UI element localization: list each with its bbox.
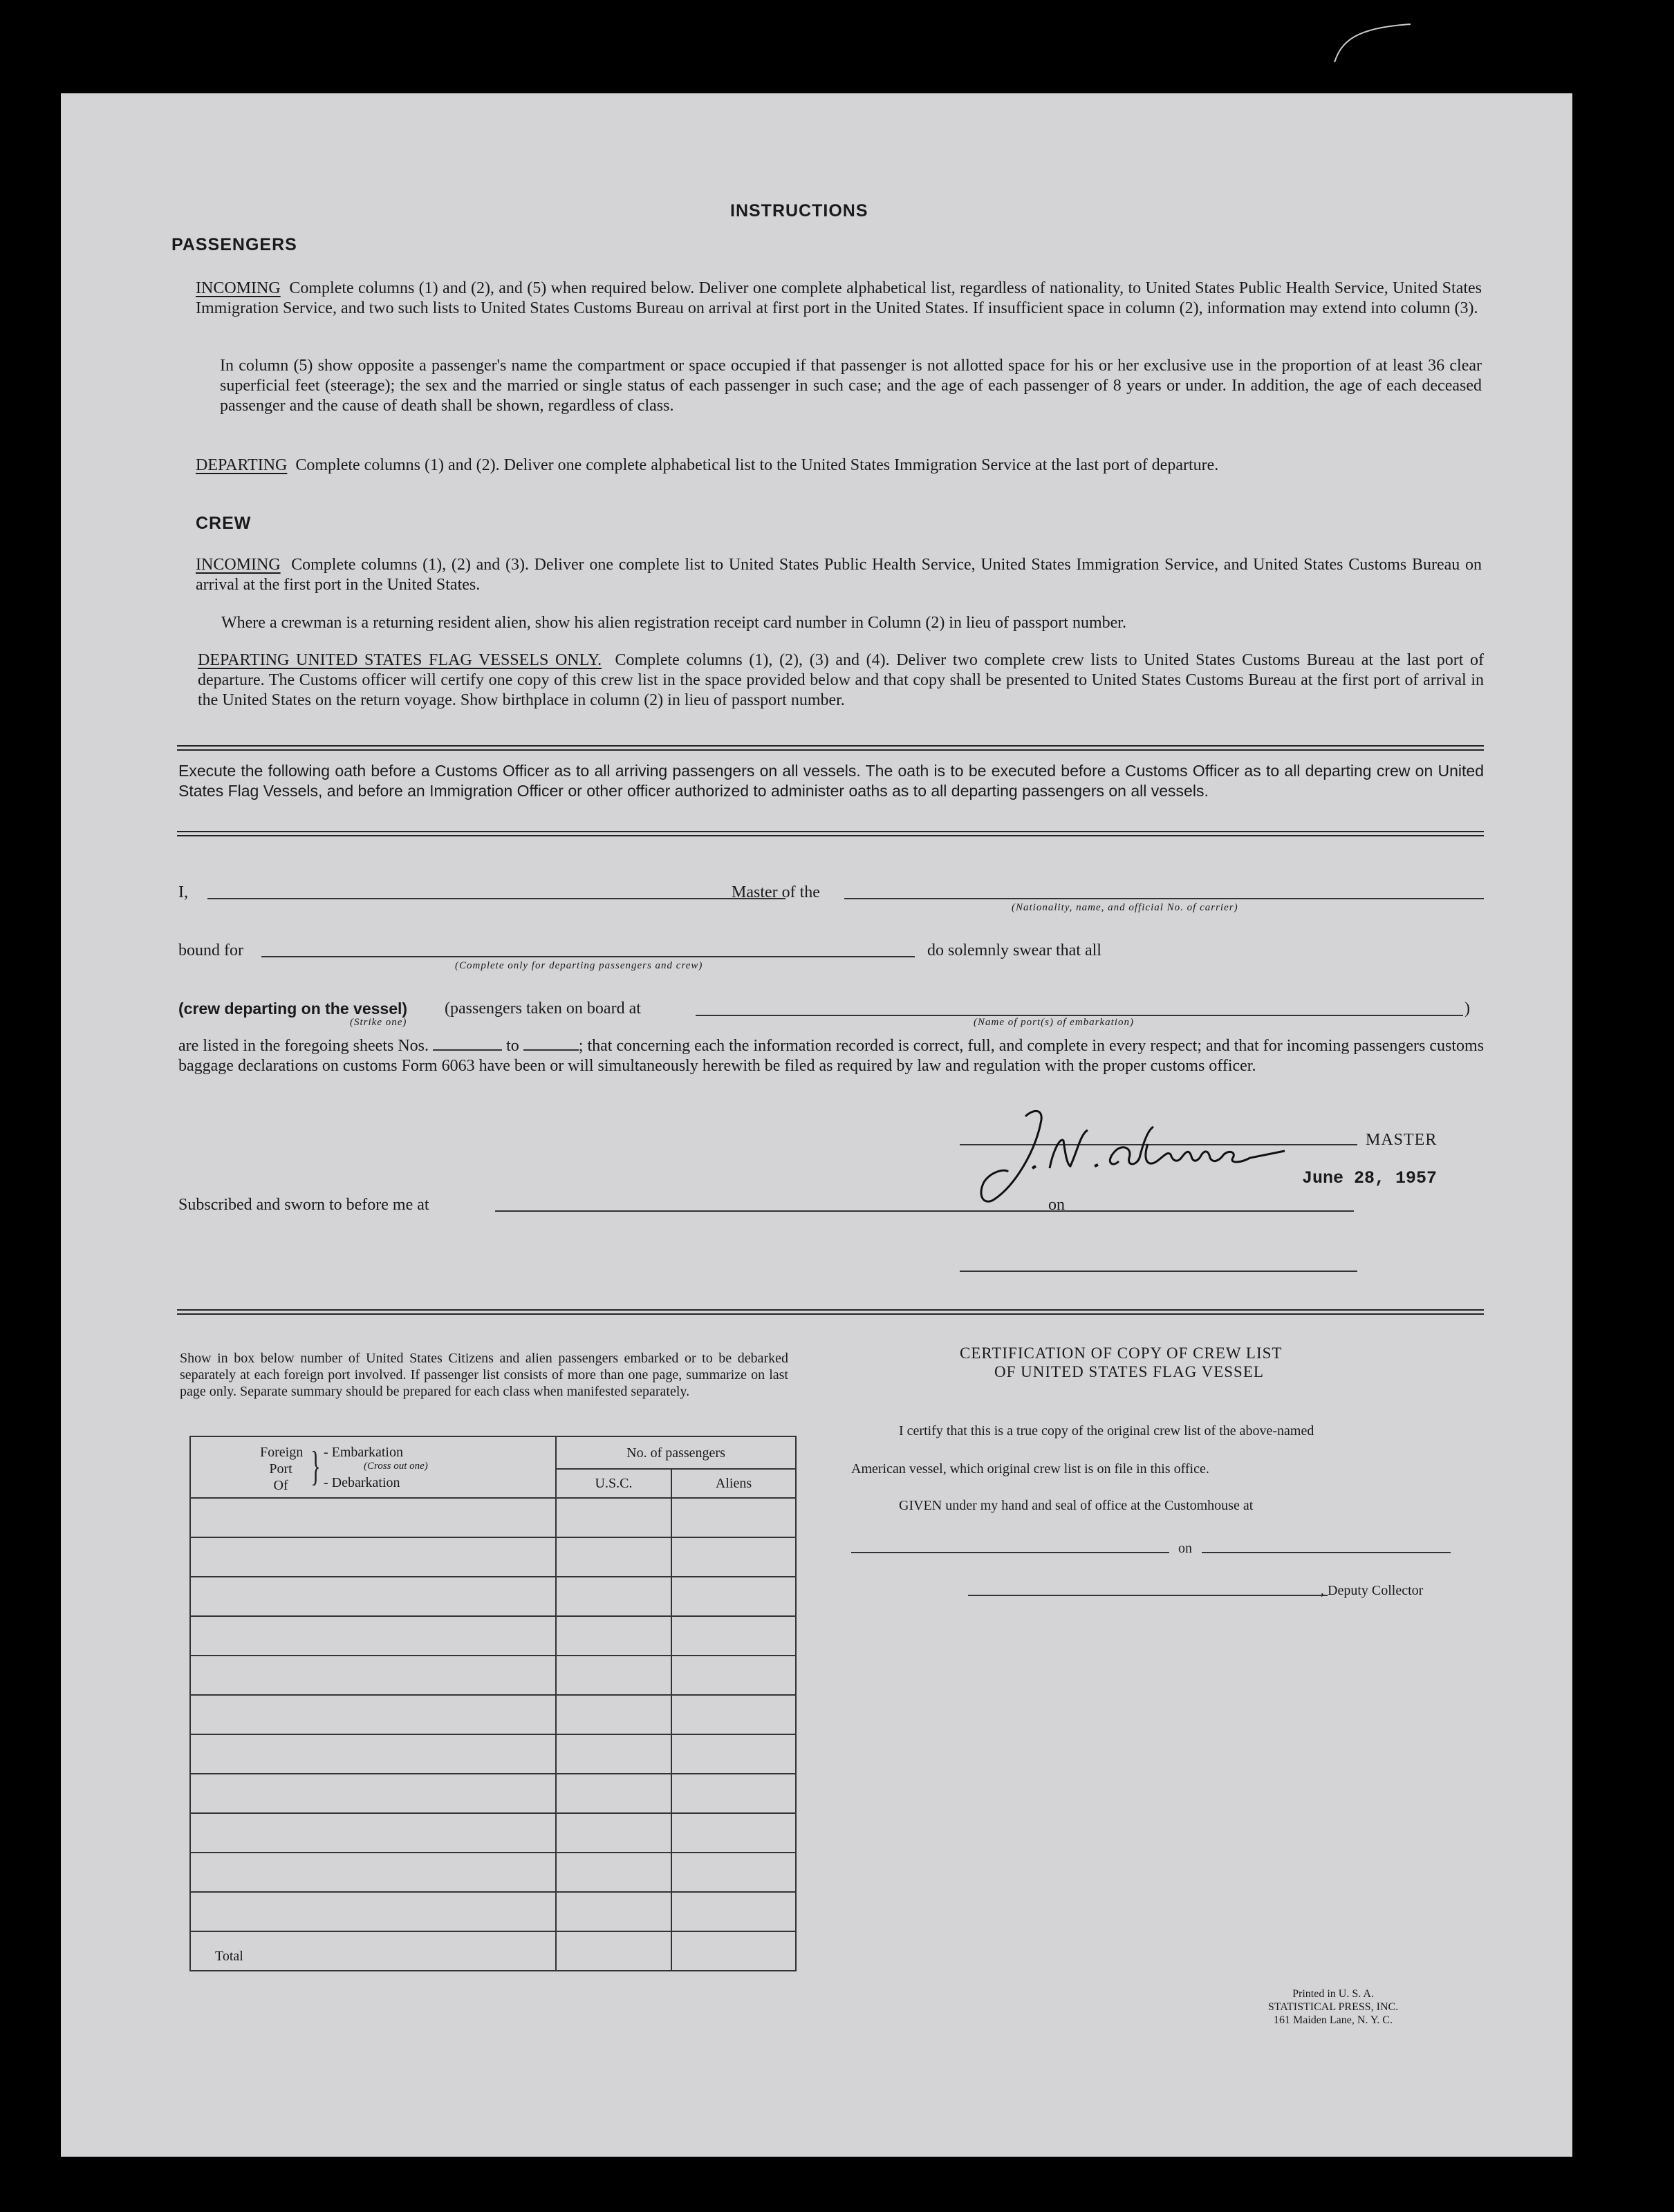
oath-listed-paragraph	[178, 1036, 1484, 1076]
summary-row	[190, 1734, 796, 1774]
customhouse-place-line[interactable]	[851, 1552, 1169, 1553]
instructions-heading: INSTRUCTIONS	[730, 201, 868, 221]
strike-one-hint: (Strike one)	[350, 1017, 407, 1028]
solemnly-swear-text: do solemnly swear that all	[927, 941, 1101, 959]
total-aliens-cell[interactable]	[671, 1931, 796, 1971]
section-divider	[177, 831, 1484, 836]
certification-date-line[interactable]	[1202, 1552, 1451, 1553]
given-line: GIVEN under my hand and seal of office at the Customhouse at	[899, 1498, 1254, 1513]
aliens-cell[interactable]	[671, 1616, 796, 1656]
summary-row	[190, 1656, 796, 1695]
printer-line1: Printed in U. S. A.	[1292, 1988, 1374, 2000]
usc-header: U.S.C.	[556, 1469, 671, 1498]
aliens-cell[interactable]	[671, 1695, 796, 1734]
port-cell[interactable]	[190, 1813, 556, 1853]
summary-instructions: Show in box below number of United States Citizens and alien passengers embarked or to be debarked separately at each foreign port involved. If passenger list consists of more than one page, summarize on last page only. Separate summary should be prepared for each class when manifested separately.	[180, 1351, 788, 1399]
subscribed-date-line[interactable]	[1074, 1210, 1354, 1212]
passenger-summary-table	[189, 1436, 797, 1971]
usc-cell[interactable]	[556, 1813, 671, 1853]
crew-departing-text: (crew departing on the vessel)	[178, 1000, 408, 1018]
certify-line1: I certify that this is a true copy of the original crew list of the above-named	[899, 1423, 1314, 1438]
sheet-from-field[interactable]	[433, 1049, 502, 1051]
port-cell[interactable]	[190, 1892, 556, 1931]
certify-line2: American vessel, which original crew list is on file in this office.	[851, 1461, 1209, 1477]
close-paren: )	[1464, 1000, 1470, 1018]
subscribed-place-line[interactable]	[495, 1210, 1083, 1212]
document-page	[61, 93, 1572, 2157]
aliens-cell[interactable]	[671, 1498, 796, 1537]
brace-icon: }	[310, 1443, 321, 1489]
port-cell[interactable]	[190, 1695, 556, 1734]
aliens-cell[interactable]	[671, 1813, 796, 1853]
usc-cell[interactable]	[556, 1774, 671, 1813]
deputy-collector-label: , Deputy Collector	[1321, 1583, 1424, 1598]
typed-date: June 28, 1957	[1302, 1168, 1438, 1188]
officer-signature-line[interactable]	[960, 1271, 1357, 1272]
passengers-column5-paragraph: In column (5) show opposite a passenger's name the compartment or space occupied if that passenger is not allotted space for his or her exclusive use in the proportion of at least 36 clear superficial feet (steerage); the sex and the married or single status of each passenger in such case; and the age of each passenger of 8 years or under. In addition, the age of each deceased passenger and the cause of death shall be shown, regardless of class.	[220, 357, 1482, 415]
embarkation-option[interactable]: - Embarkation	[324, 1445, 403, 1460]
master-signature	[967, 1103, 1354, 1213]
foreign-port-of-label	[260, 1444, 304, 1494]
scan-mark	[1328, 14, 1424, 69]
passengers-incoming-paragraph	[196, 279, 1482, 319]
summary-row	[190, 1774, 796, 1813]
no-of-passengers-header: No. of passengers	[556, 1436, 796, 1469]
total-usc-cell[interactable]	[556, 1931, 671, 1971]
aliens-cell[interactable]	[671, 1656, 796, 1695]
summary-row	[190, 1892, 796, 1931]
printer-line2: STATISTICAL PRESS, INC.	[1267, 2001, 1399, 2013]
oath-i-label: I,	[178, 883, 188, 901]
complete-only-hint: (Complete only for departing passengers and crew)	[455, 960, 703, 971]
passengers-incoming-text: Complete columns (1) and (2), and (5) when required below. Deliver one complete alphabetical list, regardless of nationality, to United States Public Health Service, United States Immigration Service, and two such lists to United States Customs Bureau on arrival at first port in the United States. If insufficient space in column (2), information may extend into column (3).	[196, 279, 1482, 317]
aliens-cell[interactable]	[671, 1577, 796, 1616]
summary-row	[190, 1853, 796, 1892]
section-divider	[177, 1309, 1484, 1315]
embarkation-ports-line[interactable]	[696, 1015, 1463, 1016]
crew-resident-paragraph: Where a crewman is a returning resident alien, show his alien registration receipt card number in Column (2) in lieu of passport number.	[221, 614, 1126, 632]
port-cell[interactable]	[190, 1616, 556, 1656]
passengers-departing-paragraph	[196, 456, 1482, 476]
aliens-cell[interactable]	[671, 1892, 796, 1931]
ports-hint: (Name of port(s) of embarkation)	[974, 1017, 1134, 1028]
usc-cell[interactable]	[556, 1892, 671, 1931]
summary-row	[190, 1537, 796, 1577]
passengers-departing-text: Complete columns (1) and (2). Deliver one complete alphabetical list to the United States Immigration Service at the last port of departure.	[295, 456, 1219, 474]
passengers-label: PASSENGERS	[171, 235, 297, 254]
section-divider	[177, 745, 1484, 751]
crew-incoming-text: Complete columns (1), (2) and (3). Deliver one complete list to United States Public Health Service, United States Immigration Service, and United States Customs Bureau on arrival at the first port in the United States.	[196, 556, 1482, 594]
port-cell[interactable]	[190, 1656, 556, 1695]
summary-rows	[190, 1498, 796, 1931]
listed-text-b: ; that concerning each the information recorded is correct, full, and complete in every respect; and that for incoming passengers customs baggage declarations on customs Form 6063 have been or will simultaneously herewith be filed as required by law and regulation with the proper customs officer.	[178, 1037, 1485, 1075]
aliens-cell[interactable]	[671, 1537, 796, 1577]
certification-on-label: on	[1178, 1541, 1192, 1556]
port-cell[interactable]	[190, 1537, 556, 1577]
passengers-incoming-label: INCOMING	[196, 279, 281, 297]
of-label: Of	[273, 1478, 288, 1493]
foreign-label: Foreign	[260, 1445, 304, 1460]
usc-cell[interactable]	[556, 1695, 671, 1734]
listed-to: to	[506, 1037, 519, 1055]
port-cell[interactable]	[190, 1774, 556, 1813]
aliens-header: Aliens	[671, 1469, 796, 1498]
summary-row	[190, 1616, 796, 1656]
passengers-taken-option[interactable]: (passengers taken on board at	[445, 1000, 641, 1018]
usc-cell[interactable]	[556, 1734, 671, 1774]
certification-title-line1: CERTIFICATION OF COPY OF CREW LIST	[960, 1344, 1283, 1362]
passengers-departing-label: DEPARTING	[196, 456, 288, 474]
port-cell[interactable]	[190, 1734, 556, 1774]
oath-intro-paragraph: Execute the following oath before a Customs Officer as to all arriving passengers on all vessels. The oath is to be executed before a Customs Officer as to all departing crew on United States Flag Vessels, and before an Immigration Officer or other officer authorized to administer oaths as to all departing passengers on all vessels.	[178, 762, 1484, 800]
port-header-cell	[190, 1436, 556, 1498]
aliens-cell[interactable]	[671, 1774, 796, 1813]
aliens-cell[interactable]	[671, 1734, 796, 1774]
crew-departing-text: Complete columns (1), (2), (3) and (4). Deliver two complete crew lists to United States Customs Bureau at the last port of departure. The Customs officer will certify one copy of this crew list in the space provided below and that copy shall be presented to United States Customs Bureau at the first port of arrival in the United States on the return voyage. Show birthplace in column (2) in lieu of passport number.	[198, 651, 1485, 709]
aliens-cell[interactable]	[671, 1853, 796, 1892]
sheet-to-field[interactable]	[523, 1049, 579, 1051]
deputy-collector-line[interactable]	[968, 1595, 1328, 1596]
carrier-line[interactable]	[844, 898, 1484, 899]
port-cell[interactable]	[190, 1853, 556, 1892]
usc-cell[interactable]	[556, 1498, 671, 1537]
crew-label: CREW	[196, 514, 252, 533]
crew-departing-paragraph	[198, 650, 1484, 711]
total-label: Total	[190, 1931, 556, 1971]
port-label: Port	[269, 1461, 292, 1477]
debarkation-option[interactable]: - Debarkation	[324, 1475, 400, 1490]
master-of-the-label: Master of the	[732, 883, 820, 901]
listed-text-a: are listed in the foregoing sheets Nos.	[178, 1037, 429, 1055]
summary-row	[190, 1813, 796, 1853]
port-cell[interactable]	[190, 1577, 556, 1616]
certification-title-line2: OF UNITED STATES FLAG VESSEL	[994, 1363, 1264, 1380]
bound-for-label: bound for	[178, 941, 243, 959]
usc-cell[interactable]	[556, 1616, 671, 1656]
crew-incoming-label: INCOMING	[196, 556, 281, 574]
usc-cell[interactable]	[556, 1656, 671, 1695]
usc-cell[interactable]	[556, 1537, 671, 1577]
port-cell[interactable]	[190, 1498, 556, 1537]
master-label: MASTER	[1366, 1131, 1438, 1149]
subscribed-label: Subscribed and sworn to before me at	[178, 1196, 429, 1214]
bound-for-line[interactable]	[261, 956, 915, 957]
cross-out-hint: (Cross out one)	[364, 1461, 428, 1472]
crew-incoming-paragraph	[196, 555, 1482, 595]
printer-imprint	[1229, 1987, 1437, 2027]
crew-departing-label: DEPARTING UNITED STATES FLAG VESSELS ONLY.	[198, 651, 602, 669]
subscribed-on-label: on	[1048, 1196, 1065, 1214]
summary-row	[190, 1577, 796, 1616]
master-name-line[interactable]	[207, 898, 785, 899]
summary-row	[190, 1498, 796, 1537]
summary-row	[190, 1695, 796, 1734]
usc-cell[interactable]	[556, 1853, 671, 1892]
printer-line3: 161 Maiden Lane, N. Y. C.	[1274, 2014, 1393, 2026]
usc-cell[interactable]	[556, 1577, 671, 1616]
nationality-hint: (Nationality, name, and official No. of carrier)	[1012, 902, 1238, 913]
